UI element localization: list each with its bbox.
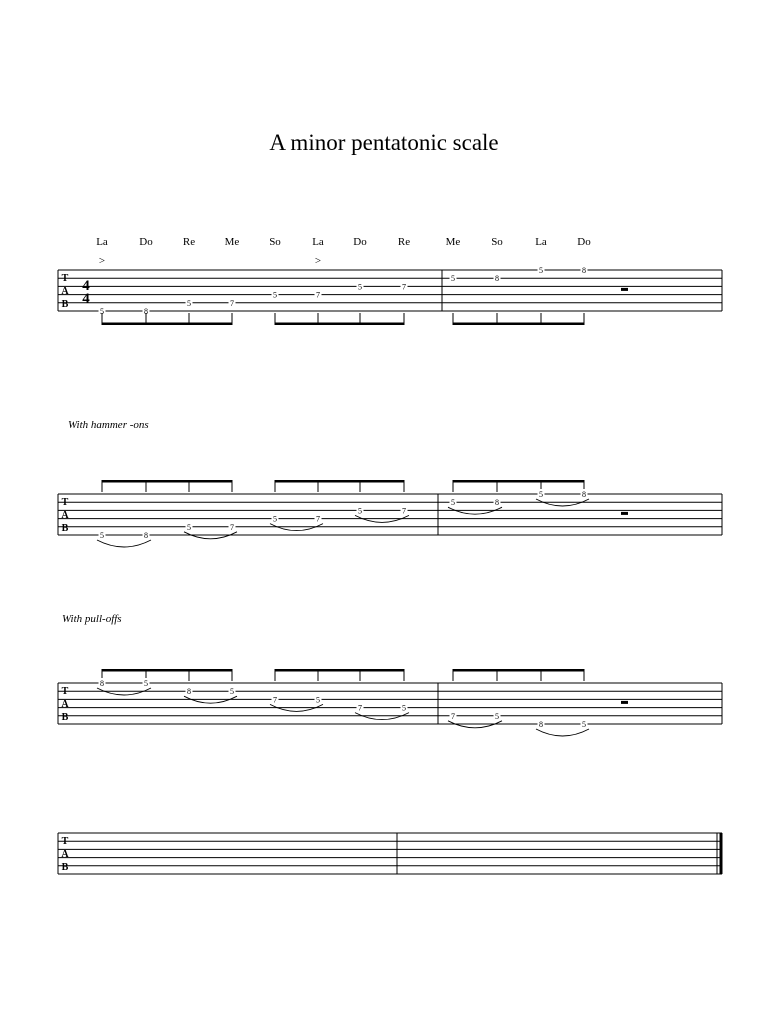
tab-systems <box>58 266 723 874</box>
tab-clef-letter: T <box>61 836 69 847</box>
fret-number: 5 <box>451 498 455 508</box>
fret-number: 5 <box>539 490 543 499</box>
solfege-syllable: Me <box>445 236 461 248</box>
fret-number: 8 <box>495 274 499 284</box>
time-signature-bottom: 4 <box>82 291 90 307</box>
fret-number: 5 <box>100 307 104 316</box>
fret-number: 7 <box>402 282 406 292</box>
solfege-syllable: Do <box>139 236 153 248</box>
half-rest <box>621 512 628 515</box>
note-beam <box>453 480 585 483</box>
accent-mark: > <box>98 255 106 267</box>
fret-number: 5 <box>582 720 586 729</box>
note-beam <box>275 480 405 483</box>
time-signature-top: 4 <box>82 278 90 294</box>
fret-number: 8 <box>144 307 148 316</box>
fret-number: 5 <box>358 506 362 516</box>
tab-system-scale <box>58 266 722 325</box>
fret-number: 8 <box>144 531 148 540</box>
fret-number: 7 <box>402 506 406 516</box>
tab-clef-letter: T <box>61 497 69 508</box>
solfege-row <box>96 236 591 267</box>
fret-number: 7 <box>230 522 234 532</box>
fret-number: 5 <box>495 711 499 721</box>
fret-number: 8 <box>100 679 104 688</box>
fret-number: 5 <box>402 703 406 713</box>
note-beam <box>275 323 405 326</box>
solfege-syllable: Do <box>353 236 367 248</box>
solfege-syllable: La <box>312 236 324 248</box>
solfege-syllable: Me <box>224 236 240 248</box>
hammer-ons-caption: With hammer -ons <box>68 419 149 431</box>
fret-number: 8 <box>539 720 543 729</box>
fret-number: 7 <box>451 711 455 721</box>
tab-clef-letter: A <box>61 510 69 521</box>
note-beam <box>102 669 233 672</box>
pull-offs-caption: With pull-offs <box>62 613 122 625</box>
fret-number: 5 <box>187 522 191 532</box>
fret-number: 7 <box>316 290 320 300</box>
fret-number: 8 <box>495 498 499 508</box>
fret-number: 5 <box>451 274 455 284</box>
solfege-syllable: La <box>96 236 108 248</box>
fret-number: 7 <box>230 298 234 308</box>
accent-mark: > <box>314 255 322 267</box>
tab-clef-letter: A <box>61 286 69 297</box>
solfege-syllable: So <box>269 236 281 248</box>
final-barline-thick <box>720 833 723 874</box>
tab-clef-letter: B <box>61 523 69 534</box>
tab-system-empty <box>58 833 723 874</box>
note-beam <box>453 323 585 326</box>
half-rest <box>621 288 628 291</box>
fret-number: 5 <box>539 266 543 275</box>
tab-clef-letter: B <box>61 712 69 723</box>
fret-number: 8 <box>582 266 586 275</box>
note-beam <box>102 323 233 326</box>
slur-arc <box>97 540 151 547</box>
fret-number: 5 <box>273 290 277 300</box>
tab-clef-letter: A <box>61 849 69 860</box>
solfege-syllable: La <box>535 236 547 248</box>
score-title: A minor pentatonic scale <box>269 130 499 155</box>
note-beam <box>102 480 233 483</box>
solfege-syllable: Re <box>397 236 411 248</box>
fret-number: 5 <box>358 282 362 292</box>
solfege-syllable: So <box>491 236 503 248</box>
tab-clef-letter: B <box>61 862 69 873</box>
tab-clef-letter: T <box>61 686 69 697</box>
half-rest <box>621 701 628 704</box>
solfege-syllable: Do <box>577 236 591 248</box>
tab-clef-letter: A <box>61 699 69 710</box>
fret-number: 5 <box>230 687 234 697</box>
note-beam <box>275 669 405 672</box>
tab-system-pull-offs <box>58 669 722 736</box>
note-beam <box>453 669 585 672</box>
slur-arc <box>536 729 589 736</box>
fret-number: 5 <box>100 531 104 540</box>
fret-number: 7 <box>316 514 320 524</box>
fret-number: 8 <box>187 687 191 697</box>
fret-number: 8 <box>582 490 586 499</box>
tab-system-hammer-ons <box>58 480 722 547</box>
fret-number: 5 <box>273 514 277 524</box>
tab-clef-letter: T <box>61 273 69 284</box>
fret-number: 5 <box>187 298 191 308</box>
fret-number: 5 <box>316 695 320 705</box>
solfege-syllable: Re <box>182 236 196 248</box>
fret-number: 7 <box>358 703 362 713</box>
tab-clef-letter: B <box>61 299 69 310</box>
fret-number: 7 <box>273 695 277 705</box>
fret-number: 5 <box>144 679 148 688</box>
